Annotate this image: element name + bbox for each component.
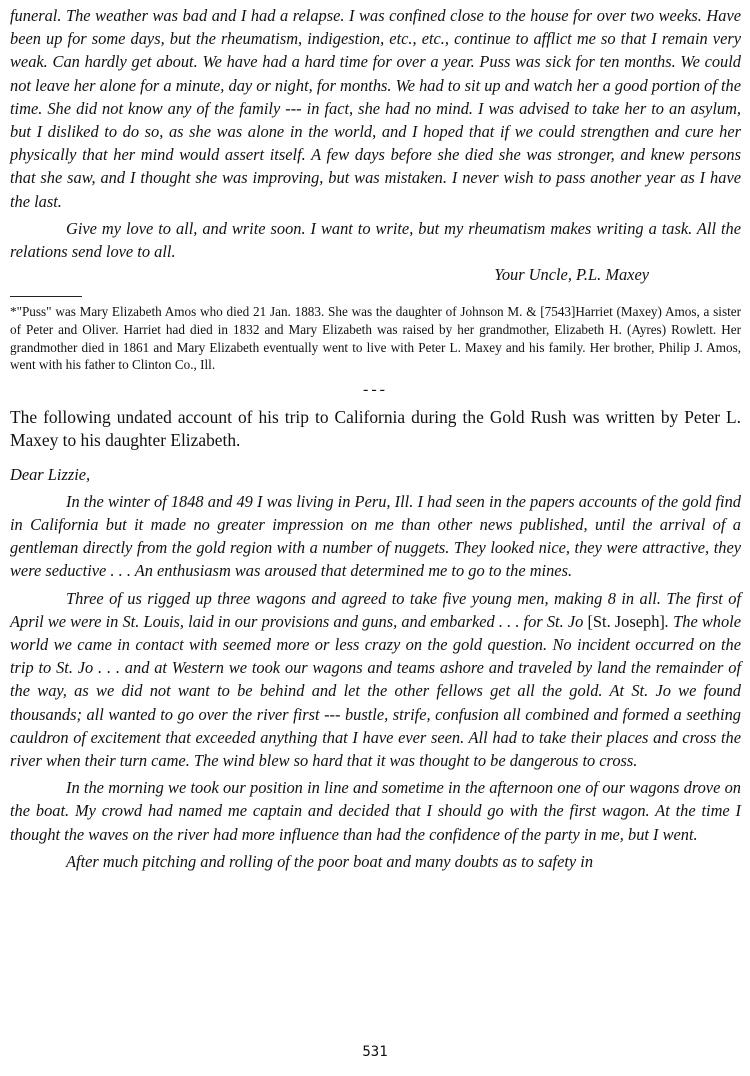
letter-paragraph: After much pitching and rolling of the poor boat and many doubts as to safety in xyxy=(66,851,594,871)
section-separator: --- xyxy=(363,380,388,398)
paragraph-text: . The whole world we came in contact with seemed more or less crazy on the gold question. No incident occurred on the trip to St. Jo . . . and at Western we took our wagons and teams ashore and traveled by land the remainder of the way, as we did not want to be behind and let the other fellows get all the gold. At St. Jo we found thousands; all wanted to go over the river first --- bustle, strife, confusion all combined and formed a seething cauldron of excitement that exceeded anything that I have ever seen. All had to take their places and cross the river when their turn came. The wind blew so hard that it was thought to be dangerous to cross. xyxy=(10,611,742,771)
letter-paragraph: In the morning we took our position in line and sometime in the afternoon one of our wagons drove on the boat. My crowd had named me captain and decided that I should go with the first wagon. At the time I thought the waves on the river had more influence than had the confidence of the party in me, but I went. xyxy=(10,778,741,844)
page-number: 531 xyxy=(362,1044,388,1060)
letter-closing: Your Uncle, P.L. Maxey xyxy=(494,265,649,285)
letter-paragraph: In the winter of 1848 and 49 I was living in Peru, Ill. I had seen in the papers accounts of the gold find in California but it made no greater impression on me than other news published, until the arrival of a gentleman directly from the gold region with a number of nuggets. They looked nice, they were attractive, they were seductive . . . An enthusiasm was aroused that determined me to go to the mines. xyxy=(10,491,741,581)
paragraph-text: Three of us rigged up three wagons and agreed to take five young men, making 8 in all. The first of April we were in St. Louis, laid in our provisions and guns, and embarked . . . for St. Jo xyxy=(10,588,741,631)
footnote-rule xyxy=(10,296,82,297)
intro-paragraph: The following undated account of his trip to California during the Gold Rush was written by Peter L. Maxey to his daughter Elizabeth. xyxy=(10,406,741,451)
letter-paragraph xyxy=(10,587,741,773)
footnote: *"Puss" was Mary Elizabeth Amos who died 21 Jan. 1883. She was the daughter of Johnson M. & [7543]Harriet (Maxey) Amos, a sister of Peter and Oliver. Harriet had died in 1832 and Mary Elizabeth was raised by her grandmother, Elizabeth H. (Ayres) Rowlett. Her grandmother died in 1861 and Mary Elizabeth eventually went to live with Peter L. Maxey and his family. Her brother, Philip J. Amos, went with his father to Clinton Co., Ill. xyxy=(10,304,741,373)
letter-salutation: Dear Lizzie, xyxy=(10,464,91,484)
letter-paragraph: Give my love to all, and write soon. I want to write, but my rheumatism makes writing a task. All the relations send love to all. xyxy=(10,218,741,262)
editorial-insertion: [St. Joseph] xyxy=(587,611,665,631)
letter-paragraph: funeral. The weather was bad and I had a relapse. I was confined close to the house for over two weeks. Have been up for some days, but the rheumatism, indigestion, etc., etc., continue to afflict me so that I remain very weak. Can hardly get about. We have had a hard time for over a year. Puss was sick for ten months. We could not leave her alone for a minute, day or night, for months. We had to sit up and watch her a good portion of the time. She did not know any of the family --- in fact, she had no mind. I was advised to take her to an asylum, but I disliked to do so, as she was alone in the world, and I hoped that if we could strengthen and cure her physically that her mind would assert itself. A few days before she died she was stronger, and knew persons that she saw, and I thought she was improving, but was mistaken. I never wish to pass another year as I have the last. xyxy=(10,6,742,211)
